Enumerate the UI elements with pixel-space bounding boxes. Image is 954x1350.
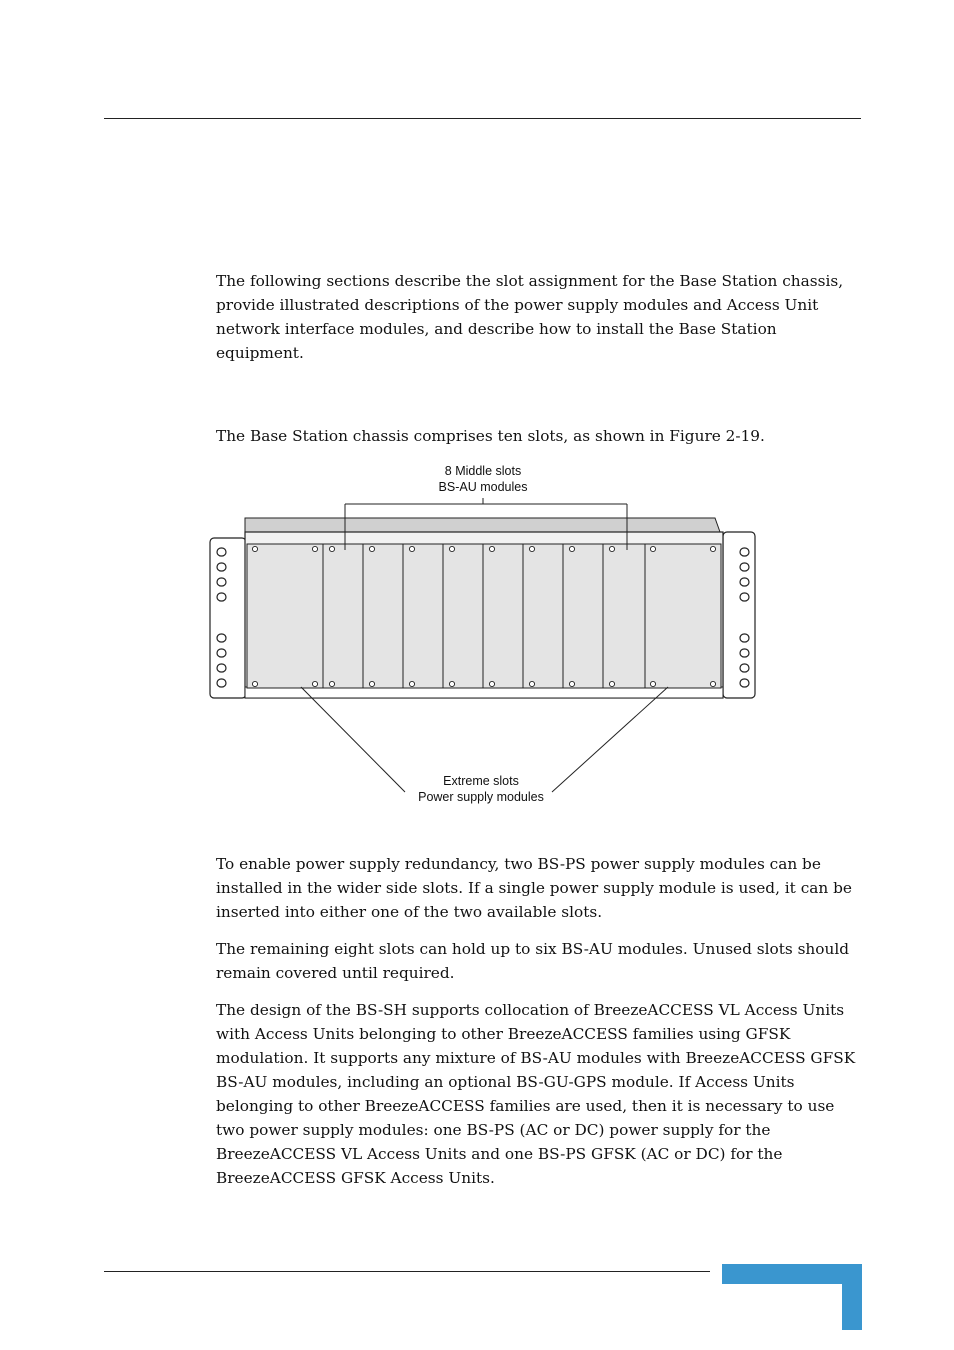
chassis-bottom-rail [245,687,723,698]
bs-au-modules-label: BS-AU modules [438,480,528,494]
left-mounting-ear [210,538,246,698]
power-slot-left [247,544,323,688]
au-slot-6 [523,544,563,688]
chassis-top-bevel [245,518,720,532]
au-slot-1 [323,544,363,688]
design-paragraph: The design of the BS-SH supports collocation of BreezeACCESS VL Access Units with Access Units belonging to other BreezeACCESS families using GFSK modulation. It supports any mixture of BS-AU modules with BreezeACCESS GFSK BS-AU modules, including an optional BS-GU-GPS module. If Access Units belonging to other BreezeACCESS families are used, then it is necessary to use two power supply modules: one BS-PS (AC or DC) power supply for the BreezeACCESS VL Access Units and one BS-PS GFSK (AC or DC) for the BreezeACCESS GFSK Access Units. [216,1001,856,1187]
intro-paragraph: The following sections describe the slot assignment for the Base Station chassis, provide illustrated descriptions of the power supply modules and Access Unit network interface modules, and describe how to install the Base Station equipment. [216,272,844,362]
au-slot-3 [403,544,443,688]
au-slot-5 [483,544,523,688]
power-slot-right [645,544,721,688]
header-rule [104,118,861,119]
page-corner-tab [722,1264,862,1284]
chassis-figure [205,460,765,810]
power-supply-modules-label: Power supply modules [418,790,544,804]
remaining-slots-paragraph: The remaining eight slots can hold up to six BS-AU modules. Unused slots should remain covered until required. [216,940,850,982]
redundancy-paragraph: To enable power supply redundancy, two BS-PS power supply modules can be installed in the wider side slots. If a single power supply module is used, it can be inserted into either one of the two available slots. [216,855,852,921]
page-corner-tab-vertical [842,1264,862,1330]
extreme-slots-label: Extreme slots [443,774,519,788]
au-slot-7 [563,544,603,688]
au-slot-2 [363,544,403,688]
au-slot-8 [603,544,645,688]
slot-panels [247,544,721,688]
right-mounting-ear [723,532,755,698]
footer-rule [104,1271,710,1272]
chassis-intro-paragraph: The Base Station chassis comprises ten slots, as shown in Figure 2-19. [216,427,765,445]
au-slot-4 [443,544,483,688]
middle-slots-label: 8 Middle slots [444,464,522,478]
